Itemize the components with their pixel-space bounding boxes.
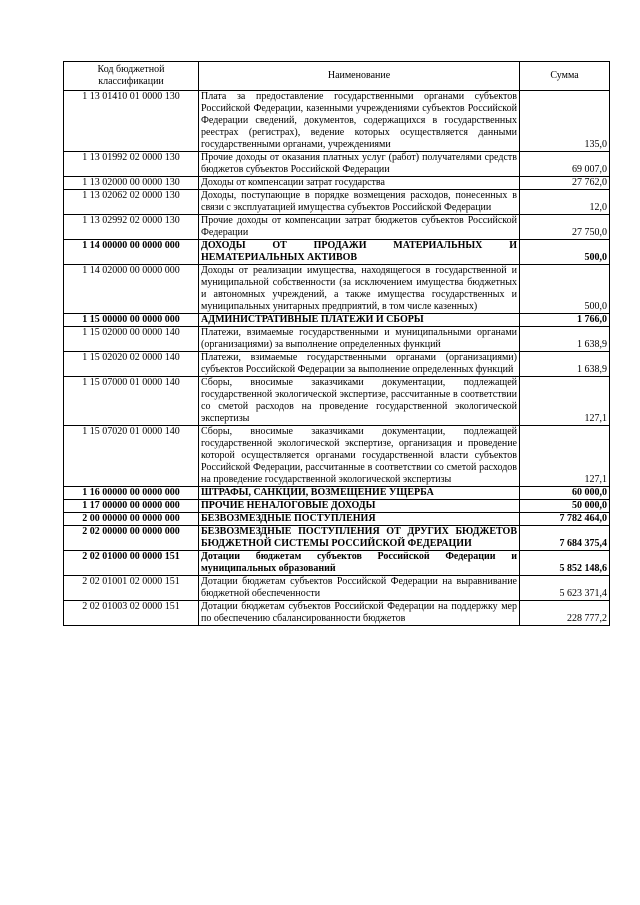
code-cell: 1 15 02000 00 0000 140	[64, 327, 199, 352]
name-cell: Дотации бюджетам субъектов Российской Федерации и муниципальных образований	[199, 551, 520, 576]
sum-cell: 1 638,9	[520, 352, 610, 377]
table-row	[64, 314, 610, 327]
table-row	[64, 352, 610, 377]
name-cell: Доходы от компенсации затрат государства	[199, 177, 520, 190]
code-cell: 1 15 07020 01 0000 140	[64, 426, 199, 487]
code-cell: 1 17 00000 00 0000 000	[64, 500, 199, 513]
table-row	[64, 327, 610, 352]
header-name: Наименование	[199, 62, 520, 91]
code-cell: 2 02 00000 00 0000 000	[64, 526, 199, 551]
table-row	[64, 513, 610, 526]
name-cell: Сборы, вносимые заказчиками документации, подлежащей государственной экологической экспертизе, организация и проведение которой осуществляется органами государственной власти субъектов Российской Федерации, рассчитанные в соответствии со сметой расходов на проведение государственной экологической экспертизы	[199, 426, 520, 487]
sum-cell: 500,0	[520, 265, 610, 314]
table-row	[64, 215, 610, 240]
name-cell: ПРОЧИЕ НЕНАЛОГОВЫЕ ДОХОДЫ	[199, 500, 520, 513]
code-cell: 2 00 00000 00 0000 000	[64, 513, 199, 526]
sum-cell: 60 000,0	[520, 487, 610, 500]
sum-cell: 69 007,0	[520, 152, 610, 177]
name-cell: Доходы от реализации имущества, находящегося в государственной и муниципальной собственности (за исключением имущества бюджетных и автономных учреждений, а также имущества государственных и муниципальных унитарных предприятий, в том числе казенных)	[199, 265, 520, 314]
table-row	[64, 91, 610, 152]
table-header-row	[64, 62, 610, 91]
code-cell: 1 14 00000 00 0000 000	[64, 240, 199, 265]
table-row	[64, 601, 610, 626]
sum-cell: 7 684 375,4	[520, 526, 610, 551]
budget-table-page	[63, 61, 609, 626]
sum-cell: 135,0	[520, 91, 610, 152]
header-code: Код бюджетной классификации	[64, 62, 199, 91]
sum-cell: 27 762,0	[520, 177, 610, 190]
code-cell: 1 15 00000 00 0000 000	[64, 314, 199, 327]
name-cell: АДМИНИСТРАТИВНЫЕ ПЛАТЕЖИ И СБОРЫ	[199, 314, 520, 327]
sum-cell: 127,1	[520, 377, 610, 426]
header-sum: Сумма	[520, 62, 610, 91]
code-cell: 1 15 02020 02 0000 140	[64, 352, 199, 377]
code-cell: 2 02 01000 00 0000 151	[64, 551, 199, 576]
sum-cell: 7 782 464,0	[520, 513, 610, 526]
sum-cell: 50 000,0	[520, 500, 610, 513]
name-cell: Дотации бюджетам субъектов Российской Федерации на поддержку мер по обеспечению сбалансированности бюджетов	[199, 601, 520, 626]
code-cell: 2 02 01001 02 0000 151	[64, 576, 199, 601]
code-cell: 1 15 07000 01 0000 140	[64, 377, 199, 426]
table-body	[64, 91, 610, 626]
sum-cell: 12,0	[520, 190, 610, 215]
sum-cell: 5 852 148,6	[520, 551, 610, 576]
sum-cell: 5 623 371,4	[520, 576, 610, 601]
name-cell: Прочие доходы от компенсации затрат бюджетов субъектов Российской Федерации	[199, 215, 520, 240]
table-row	[64, 576, 610, 601]
name-cell: ШТРАФЫ, САНКЦИИ, ВОЗМЕЩЕНИЕ УЩЕРБА	[199, 487, 520, 500]
sum-cell: 1 638,9	[520, 327, 610, 352]
table-row	[64, 152, 610, 177]
table-row	[64, 426, 610, 487]
sum-cell: 500,0	[520, 240, 610, 265]
code-cell: 2 02 01003 02 0000 151	[64, 601, 199, 626]
table-row	[64, 265, 610, 314]
table-row	[64, 240, 610, 265]
name-cell: Платежи, взимаемые государственными органами (организациями) субъектов Российской Федерации за выполнение определенных функций	[199, 352, 520, 377]
name-cell: Доходы, поступающие в порядке возмещения расходов, понесенных в связи с эксплуатацией имущества субъектов Российской Федерации	[199, 190, 520, 215]
code-cell: 1 13 01410 01 0000 130	[64, 91, 199, 152]
name-cell: Прочие доходы от оказания платных услуг (работ) получателями средств бюджетов субъектов Российской Федерации	[199, 152, 520, 177]
table-row	[64, 377, 610, 426]
code-cell: 1 13 01992 02 0000 130	[64, 152, 199, 177]
name-cell: Платежи, взимаемые государственными и муниципальными органами (организациями) за выполнение определенных функций	[199, 327, 520, 352]
name-cell: Плата за предоставление государственными органами субъектов Российской Федерации, казенными учреждениями субъектов Российской Федерации сведений, документов, содержащихся в государственных реестрах (регистрах), ведение которых осуществляется данными государственными органами, учреждениями	[199, 91, 520, 152]
sum-cell: 1 766,0	[520, 314, 610, 327]
code-cell: 1 13 02992 02 0000 130	[64, 215, 199, 240]
name-cell: БЕЗВОЗМЕЗДНЫЕ ПОСТУПЛЕНИЯ ОТ ДРУГИХ БЮДЖЕТОВ БЮДЖЕТНОЙ СИСТЕМЫ РОССИЙСКОЙ ФЕДЕРАЦИИ	[199, 526, 520, 551]
sum-cell: 27 750,0	[520, 215, 610, 240]
table-row	[64, 551, 610, 576]
sum-cell: 228 777,2	[520, 601, 610, 626]
budget-classification-table	[63, 61, 610, 626]
name-cell: Дотации бюджетам субъектов Российской Федерации на выравнивание бюджетной обеспеченности	[199, 576, 520, 601]
code-cell: 1 13 02000 00 0000 130	[64, 177, 199, 190]
table-row	[64, 526, 610, 551]
table-row	[64, 500, 610, 513]
sum-cell: 127,1	[520, 426, 610, 487]
table-row	[64, 487, 610, 500]
name-cell: ДОХОДЫ ОТ ПРОДАЖИ МАТЕРИАЛЬНЫХ И НЕМАТЕРИАЛЬНЫХ АКТИВОВ	[199, 240, 520, 265]
name-cell: БЕЗВОЗМЕЗДНЫЕ ПОСТУПЛЕНИЯ	[199, 513, 520, 526]
table-row	[64, 190, 610, 215]
code-cell: 1 13 02062 02 0000 130	[64, 190, 199, 215]
code-cell: 1 14 02000 00 0000 000	[64, 265, 199, 314]
name-cell: Сборы, вносимые заказчиками документации, подлежащей государственной экологической экспертизе, рассчитанные в соответствии со сметой расходов на проведение государственной экологической экспертизы	[199, 377, 520, 426]
code-cell: 1 16 00000 00 0000 000	[64, 487, 199, 500]
table-row	[64, 177, 610, 190]
